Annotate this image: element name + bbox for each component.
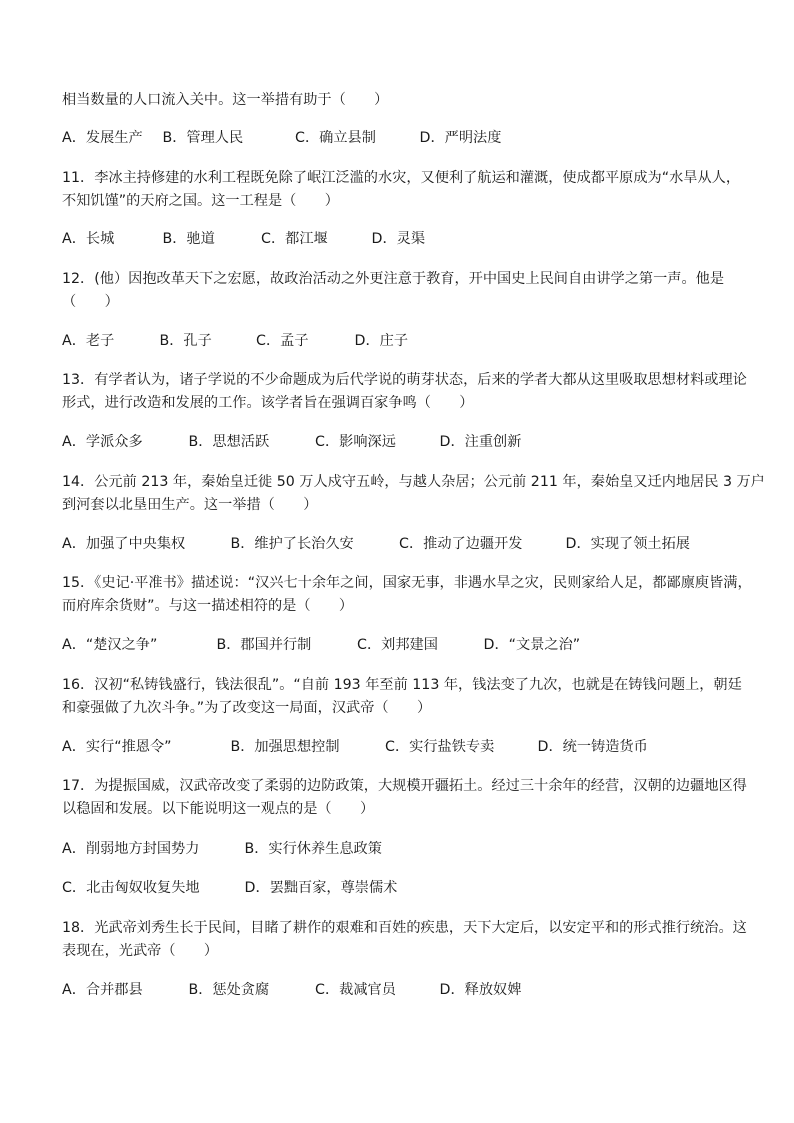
question-14-line-2: 到河套以北垦田生产。这一举措（ ） [62, 497, 318, 513]
question-17-options-row-2 [62, 878, 397, 898]
option: C．推动了边疆开发 [399, 536, 523, 552]
question-10-options [62, 128, 501, 148]
question-15-options [62, 635, 580, 655]
option: D．释放奴婢 [439, 982, 522, 998]
option: C．确立县制 [295, 130, 376, 146]
option: B．实行休养生息政策 [244, 841, 382, 857]
option: A．发展生产 [62, 130, 143, 146]
option: C．孟子 [256, 333, 309, 349]
option: D．罢黜百家，尊崇儒术 [244, 880, 398, 896]
option: D．庄子 [354, 333, 409, 349]
question-10-stem-end: 相当数量的人口流入关中。这一举措有助于（ ） [62, 92, 389, 108]
option: D．“文景之治” [483, 637, 581, 653]
question-18-line-1: 18．光武帝刘秀生长于民间，目睹了耕作的艰难和百姓的疾患，天下大定后，以安定平和的形式推行统治。这 [62, 920, 747, 936]
question-12-options [62, 331, 408, 351]
question-18-options [62, 980, 521, 1000]
option: B．惩处贪腐 [188, 982, 270, 998]
question-16-line-1: 16．汉初“私铸钱盛行，钱法很乱”。“自前 193 年至前 113 年，钱法变了九次，也就是在铸钱问题上，朝廷 [62, 677, 742, 693]
option: C．影响深远 [315, 434, 396, 450]
option: A．加强了中央集权 [62, 536, 186, 552]
option: D．灵渠 [371, 231, 426, 247]
option: D．注重创新 [439, 434, 522, 450]
question-15-line-2: 而府库余货财”。与这一描述相符的是（ ） [62, 598, 354, 614]
question-18-line-2: 表现在，光武帝（ ） [62, 943, 219, 959]
question-11-line-2: 不知饥馑”的天府之国。这一工程是（ ） [62, 193, 339, 209]
question-16-line-2: 和豪强做了九次斗争。”为了改变这一局面，汉武帝（ ） [62, 700, 432, 716]
option: A．合并郡县 [62, 982, 143, 998]
option: C．都江堰 [261, 231, 328, 247]
question-12-line-2: （ ） [62, 294, 119, 310]
option: B．驰道 [162, 231, 215, 247]
option: B．维护了长治久安 [230, 536, 354, 552]
option: B．孔子 [159, 333, 212, 349]
question-14-line-1: 14．公元前 213 年，秦始皇迁徙 50 万人戍守五岭，与越人杂居；公元前 211 年，秦始皇又迁内地居民 3 万户 [62, 474, 765, 490]
option: C．北击匈奴收复失地 [62, 880, 200, 896]
option: A．“楚汉之争” [62, 637, 158, 653]
option: B．加强思想控制 [230, 739, 340, 755]
option: A．削弱地方封国势力 [62, 841, 200, 857]
question-11-line-1: 11．李冰主持修建的水利工程既免除了岷江泛滥的水灾，又便利了航运和灌溉，使成都平原成为“水旱从人， [62, 170, 741, 186]
question-17-options-row-1 [62, 839, 382, 859]
option: D．严明法度 [419, 130, 502, 146]
question-15-line-1: 15．《史记·平准书》描述说：“汉兴七十余年之间，国家无事，非遇水旱之灾，民则家给人足，都鄙廪庾皆满， [62, 575, 752, 591]
option: A．长城 [62, 231, 115, 247]
option: A．老子 [62, 333, 115, 349]
option: C．实行盐铁专卖 [385, 739, 495, 755]
question-17-line-1: 17．为提振国威，汉武帝改变了柔弱的边防政策，大规模开疆拓土。经过三十余年的经营，汉朝的边疆地区得 [62, 778, 747, 794]
question-14-options [62, 534, 690, 554]
question-17-line-2: 以稳固和发展。以下能说明这一观点的是（ ） [62, 801, 375, 817]
option: C．裁减官员 [315, 982, 396, 998]
question-16-options [62, 737, 648, 757]
question-11-options [62, 229, 425, 249]
option: C．刘邦建国 [357, 637, 438, 653]
option: A．实行“推恩令” [62, 739, 172, 755]
option: D．实现了领土拓展 [565, 536, 690, 552]
question-13-line-2: 形式，进行改造和发展的工作。该学者旨在强调百家争鸣（ ） [62, 395, 474, 411]
question-13-line-1: 13．有学者认为，诸子学说的不少命题成为后代学说的萌芽状态，后来的学者大都从这里吸取思想材料或理论 [62, 372, 747, 388]
question-13-options [62, 432, 521, 452]
option: B．思想活跃 [188, 434, 270, 450]
question-12-line-1: 12．(他）因抱改革天下之宏愿，故政治活动之外更注意于教育，开中国史上民间自由讲学之第一声。他是 [62, 271, 725, 287]
option: B．郡国并行制 [216, 637, 312, 653]
option: A．学派众多 [62, 434, 143, 450]
option: B．管理人民 [162, 130, 244, 146]
option: D．统一铸造货币 [537, 739, 648, 755]
